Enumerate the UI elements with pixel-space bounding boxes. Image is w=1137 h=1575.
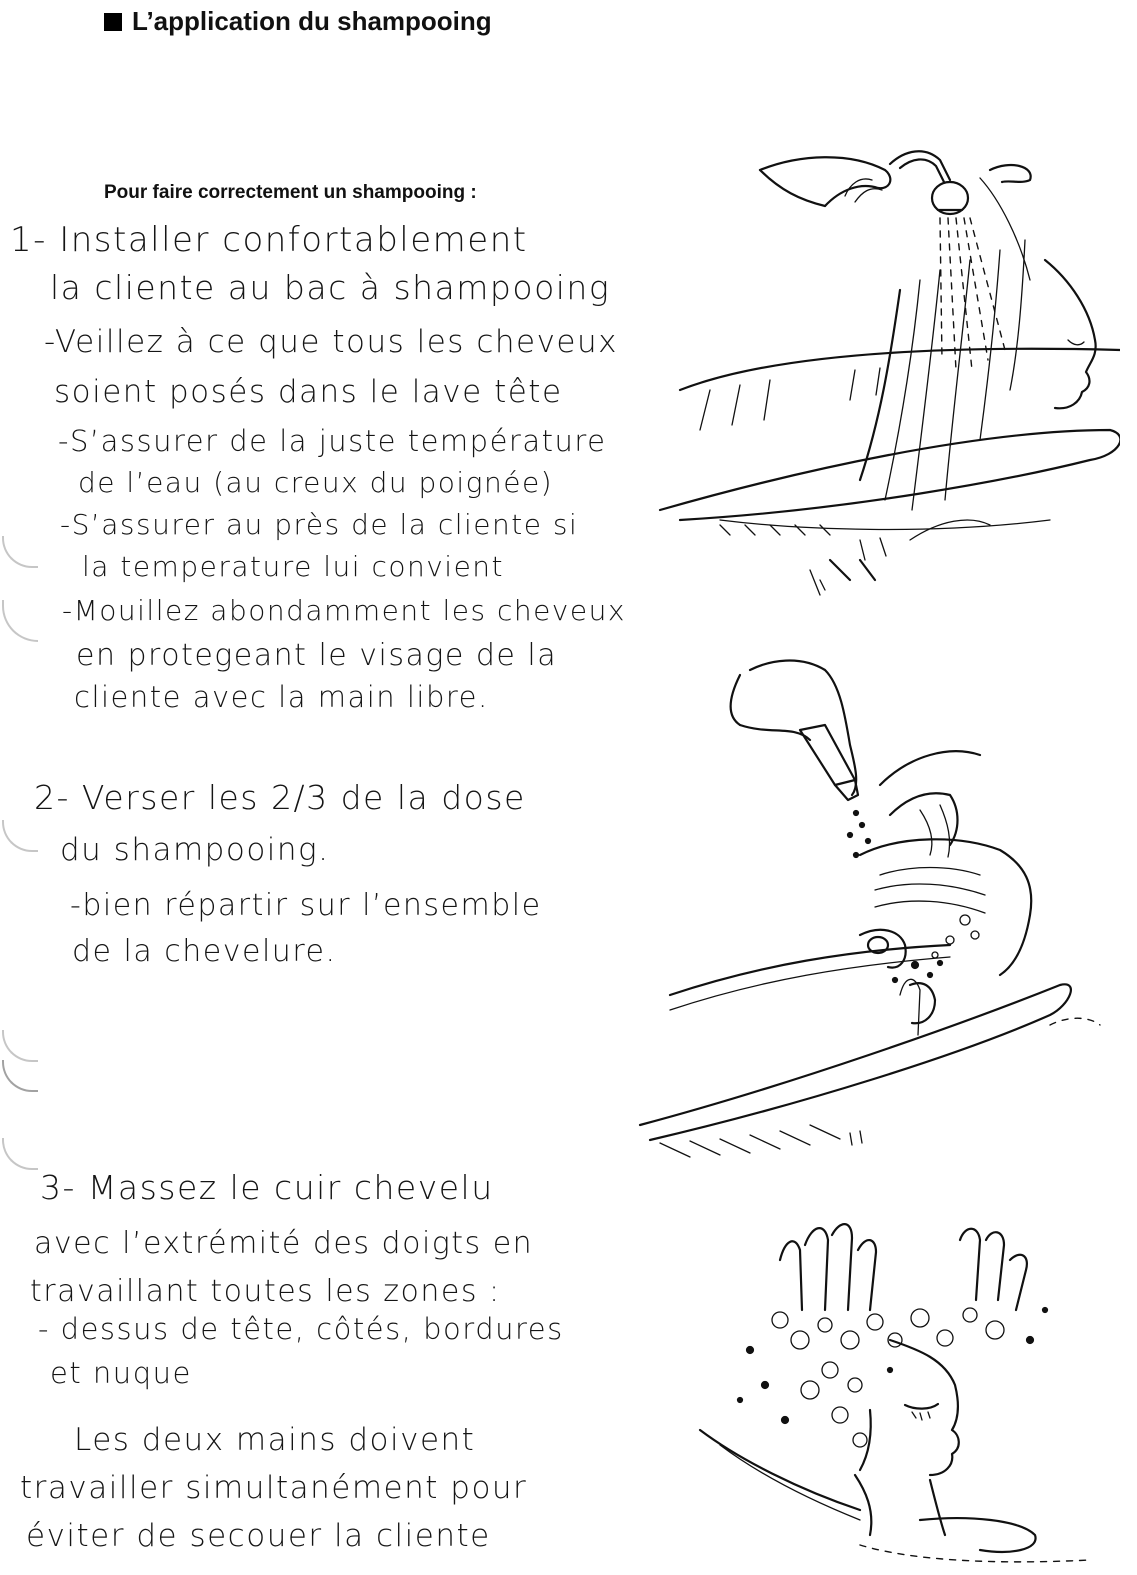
page-title: L’application du shampooing <box>132 6 492 36</box>
step-2-line: 2- Verser les 2/3 de la dose <box>34 778 526 817</box>
step-2-line: de la chevelure. <box>72 934 337 969</box>
step-1-line: cliente avec la main libre. <box>74 680 489 714</box>
step-2-line: -bien répartir sur l’ensemble <box>70 888 542 923</box>
step-1-line: en protegeant le visage de la <box>76 638 558 673</box>
scalp-massage-illustration <box>690 1190 1110 1570</box>
step-3-line: travailler simultanément pour <box>20 1470 528 1506</box>
punch-hole-mark <box>2 1060 38 1092</box>
shower-rinse-illustration <box>650 140 1120 610</box>
step-3-line: travaillant toutes les zones : <box>30 1274 501 1309</box>
step-3-line: éviter de secouer la cliente <box>26 1518 491 1554</box>
step-3-line: et nuque <box>50 1356 192 1390</box>
page-header <box>104 6 492 37</box>
step-1-line: -S’assurer au près de la cliente si <box>60 508 579 541</box>
punch-hole-mark <box>2 600 38 642</box>
step-3-line: 3- Massez le cuir chevelu <box>40 1168 494 1207</box>
step-3-line: - dessus de tête, côtés, bordures <box>38 1312 564 1346</box>
step-3-line: Les deux mains doivent <box>74 1422 476 1458</box>
step-1-line: 1- Installer confortablement <box>10 220 528 260</box>
punch-hole-mark <box>2 1138 38 1170</box>
punch-hole-mark <box>2 536 38 568</box>
step-2-line: du shampooing. <box>60 832 330 868</box>
step-1-line: la temperature lui convient <box>82 550 505 583</box>
step-1-line: -S’assurer de la juste température <box>58 424 607 458</box>
punch-hole-mark <box>2 820 38 852</box>
punch-hole-mark <box>2 1030 38 1062</box>
bullet-square-icon <box>104 13 122 31</box>
step-1-line: -Mouillez abondamment les cheveux <box>62 594 626 627</box>
step-1-line: de l’eau (au creux du poignée) <box>78 466 554 499</box>
step-1-line: la cliente au bac à shampooing <box>50 268 611 307</box>
step-3-line: avec l’extrémité des doigts en <box>34 1226 534 1261</box>
shampoo-pour-illustration <box>630 645 1110 1165</box>
step-1-line: soient posés dans le lave tête <box>54 374 563 410</box>
intro-heading: Pour faire correctement un shampooing : <box>104 182 477 203</box>
step-1-line: -Veillez à ce que tous les cheveux <box>44 324 618 360</box>
